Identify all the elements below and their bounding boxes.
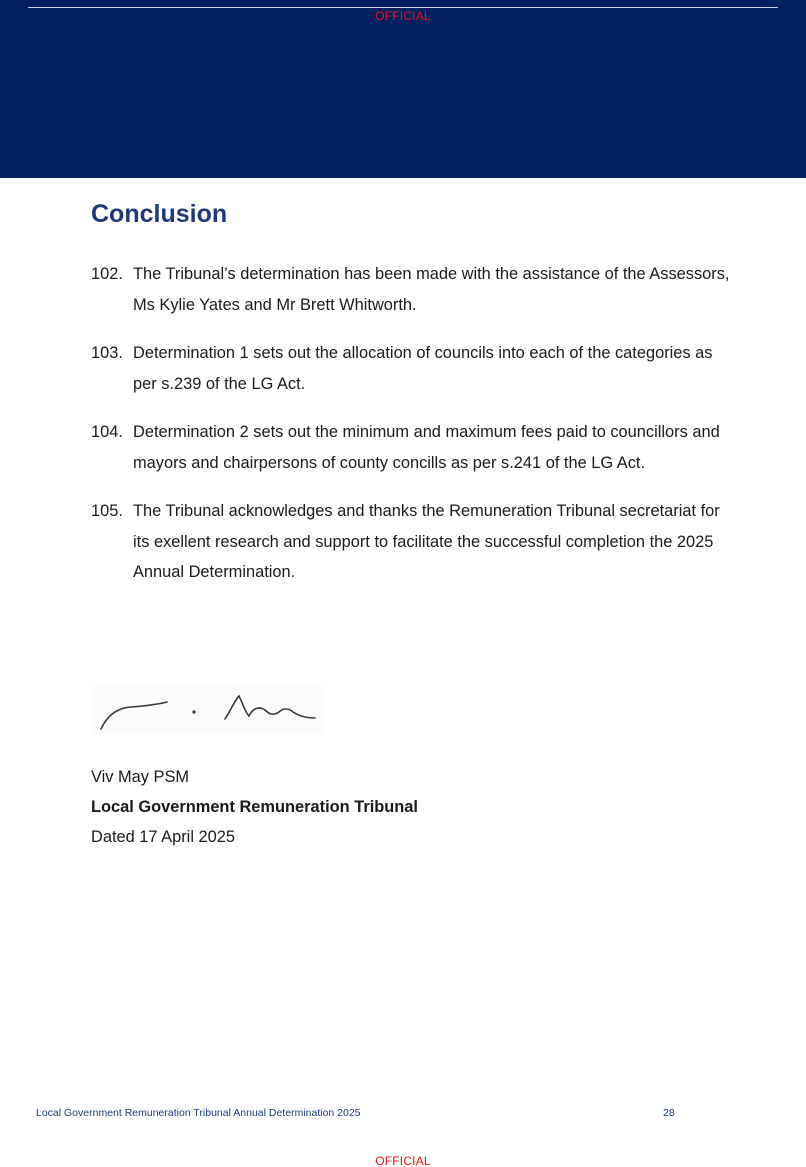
signatory-name: Viv May PSM xyxy=(91,768,190,786)
signature-block xyxy=(91,762,418,852)
paragraph-number: 102. xyxy=(91,265,123,283)
paragraph-text: Determination 1 sets out the allocation of councils into each of the categories as per s.239 of the LG Act. xyxy=(133,344,713,393)
paragraph-number: 104. xyxy=(91,423,123,441)
paragraph-number: 105. xyxy=(91,502,123,520)
paragraph-text: The Tribunal’s determination has been made with the assistance of the Assessors, Ms Kylie Yates and Mr Brett Whitworth. xyxy=(133,265,730,314)
signatory-organisation: Local Government Remuneration Tribunal xyxy=(91,798,418,816)
page-heading: Conclusion xyxy=(91,200,228,228)
numbered-paragraph-list xyxy=(91,259,731,606)
header-rule xyxy=(28,7,778,8)
paragraph-number: 103. xyxy=(91,344,123,362)
header-banner xyxy=(0,0,806,178)
classification-marking-bottom: OFFICIAL xyxy=(375,1154,431,1167)
paragraph-text: The Tribunal acknowledges and thanks the Remuneration Tribunal secretariat for its exellent research and support to facilitate the successful completion the 2025 Annual Determination. xyxy=(133,502,720,581)
paragraph-item xyxy=(91,417,731,478)
classification-marking-top: OFFICIAL xyxy=(375,9,431,23)
page-number: 28 xyxy=(663,1107,675,1119)
paragraph-item xyxy=(91,496,731,588)
handwritten-signature xyxy=(93,686,325,734)
signature-date: Dated 17 April 2025 xyxy=(91,828,235,846)
page-footer xyxy=(36,1107,676,1119)
paragraph-item xyxy=(91,338,731,399)
footer-title: Local Government Remuneration Tribunal Annual Determination 2025 xyxy=(36,1107,361,1119)
paragraph-item xyxy=(91,259,731,320)
paragraph-text: Determination 2 sets out the minimum and maximum fees paid to councillors and mayors and chairpersons of county concills as per s.241 of the LG Act. xyxy=(133,423,720,472)
